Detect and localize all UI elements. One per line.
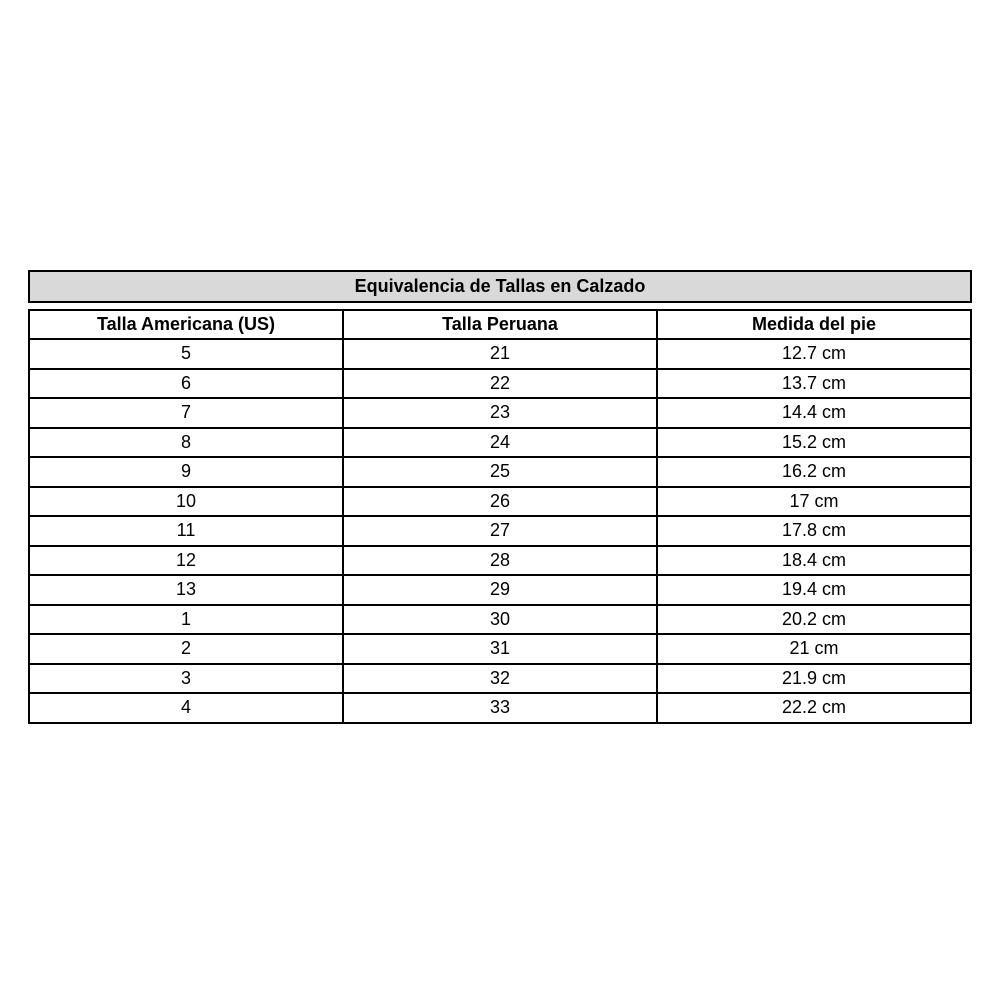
column-header-medida-del-pie: Medida del pie <box>657 310 971 339</box>
column-header-talla-americana: Talla Americana (US) <box>29 310 343 339</box>
table-row <box>29 369 971 399</box>
table-cell: 21 cm <box>657 634 971 664</box>
table-cell: 12 <box>29 546 343 576</box>
table-cell: 23 <box>343 398 657 428</box>
table-row <box>29 428 971 458</box>
table-cell: 17 cm <box>657 487 971 517</box>
table-cell: 21 <box>343 339 657 369</box>
table-row <box>29 664 971 694</box>
table-cell: 9 <box>29 457 343 487</box>
table-cell: 2 <box>29 634 343 664</box>
table-cell: 8 <box>29 428 343 458</box>
table-cell: 11 <box>29 516 343 546</box>
table-row <box>29 605 971 635</box>
table-row <box>29 457 971 487</box>
table-cell: 28 <box>343 546 657 576</box>
table-title: Equivalencia de Tallas en Calzado <box>28 270 972 303</box>
table-cell: 15.2 cm <box>657 428 971 458</box>
column-header-talla-peruana: Talla Peruana <box>343 310 657 339</box>
table-cell: 6 <box>29 369 343 399</box>
table-cell: 10 <box>29 487 343 517</box>
table-cell: 25 <box>343 457 657 487</box>
table-cell: 12.7 cm <box>657 339 971 369</box>
table-cell: 31 <box>343 634 657 664</box>
table-cell: 19.4 cm <box>657 575 971 605</box>
table-cell: 18.4 cm <box>657 546 971 576</box>
table-cell: 30 <box>343 605 657 635</box>
table-cell: 33 <box>343 693 657 723</box>
table-head <box>29 310 971 339</box>
table-cell: 14.4 cm <box>657 398 971 428</box>
table-cell: 27 <box>343 516 657 546</box>
table-row <box>29 546 971 576</box>
table-row <box>29 575 971 605</box>
table-row <box>29 693 971 723</box>
table-cell: 22 <box>343 369 657 399</box>
table-row <box>29 516 971 546</box>
table-cell: 21.9 cm <box>657 664 971 694</box>
table-body <box>29 339 971 723</box>
table-cell: 22.2 cm <box>657 693 971 723</box>
table-cell: 17.8 cm <box>657 516 971 546</box>
table-row <box>29 487 971 517</box>
table-header-row <box>29 310 971 339</box>
table-cell: 7 <box>29 398 343 428</box>
table-cell: 26 <box>343 487 657 517</box>
table-row <box>29 634 971 664</box>
table-cell: 16.2 cm <box>657 457 971 487</box>
table-cell: 5 <box>29 339 343 369</box>
table-cell: 24 <box>343 428 657 458</box>
shoe-size-table <box>28 309 972 724</box>
table-row <box>29 398 971 428</box>
table-cell: 3 <box>29 664 343 694</box>
table-cell: 20.2 cm <box>657 605 971 635</box>
table-cell: 1 <box>29 605 343 635</box>
table-cell: 4 <box>29 693 343 723</box>
table-cell: 13 <box>29 575 343 605</box>
table-cell: 29 <box>343 575 657 605</box>
size-chart <box>28 270 972 724</box>
table-cell: 13.7 cm <box>657 369 971 399</box>
table-cell: 32 <box>343 664 657 694</box>
table-row <box>29 339 971 369</box>
